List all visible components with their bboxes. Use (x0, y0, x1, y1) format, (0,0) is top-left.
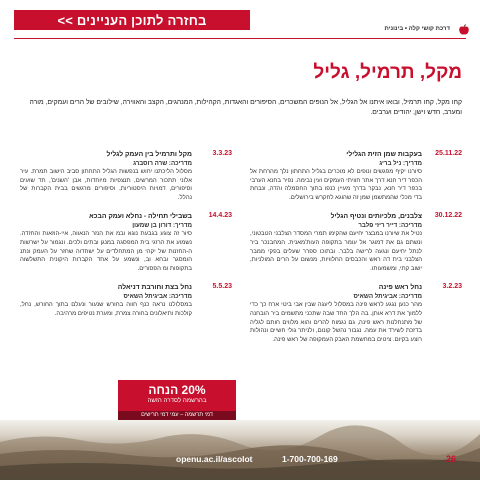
tour-title: צלבנים, מלכיותים ונטיף הגליל (330, 213, 422, 221)
tour-description: במסלולנו נראה כנף חווה בחורש שנעור ונעלם בתוך החורש, נחל, קולכות ותיאלונים בחורה צמרת, ומערת נטיפים מרהיבה. (20, 302, 192, 317)
tour-description: מסלול הליכתנו יחוש בנפשות הגליל התחתון סביב הישוב תמרת. עיר אלוני תתכור המרשים, תנצפיות מיוחדות, אבן 'השנים', חד שועים וסיפורים, דמויות היסטוריות, וסיפורים מרגשים בבית הקברות של נהלל. (20, 169, 192, 201)
footer-website-link[interactable]: openu.ac.il/ascolot (176, 454, 253, 464)
tour-title: בעקבות שמן הזית הגלילי (346, 151, 422, 158)
tour-title: בשבילי תחילה - נחלא ועמק הבכא (89, 213, 192, 221)
tour-title: נחל בצת וחורבת דניאלה (117, 284, 192, 292)
tour-date: 5.5.23 (212, 283, 232, 291)
discount-percent: 20% הנחה (148, 383, 206, 397)
tour-title: נחל ראש פינה (378, 284, 422, 292)
tour-description: סיור זה צוגע בגבעת נוגא ובמ את הנזר הנאווה, איי-הוזאות והחזדה. נשמוע את הרזגי בית המפסגה במנגן ובתים ולכים. ונגמור על ישרשות ה-החזנות של יקהי מן המתחלדים על ישחדוה שחזר על העמק ונתנ הומסגר ובחא וב, ונשמע על אחד הקברות היקונית התשלשוה בתקופות ומ הפסורים. (20, 231, 192, 272)
tour-title: מקל ותרמיל בין העמק לגליל (106, 151, 192, 158)
landscape-photo (0, 420, 480, 480)
tour-date: 30.12.22 (434, 212, 462, 220)
page-number: 26 (446, 454, 457, 464)
tour-guide: מדריך: ניל בריג (379, 160, 422, 167)
header-divider (14, 38, 466, 39)
tour-guide: מדריך: דורון בן שמעון (132, 222, 192, 230)
apple-icon (458, 24, 470, 36)
section-title: מקל, תרמיל, גליל (313, 62, 462, 83)
section-intro: קחו מקל, קחו תרמיל, ובואו איתנו אל הגליל, אל הנופים המשכרים, הסיפורים והאגדות, הקהילות, המנהגים, הקצב והאווירה, שילובים של הרים ועמקים, מורה ומערב, חדש וישן, יהודים וערבים. (29, 99, 462, 116)
tour-entry (250, 150, 462, 202)
back-to-contents-button[interactable]: בחזרה לתוכן העניינים >> (14, 10, 250, 30)
tour-entry (20, 283, 232, 318)
tour-date: 3.3.23 (212, 150, 232, 157)
tour-date: 25.11.22 (435, 150, 462, 157)
header-subtitle: דרכת קושי קלה • בינונית (384, 26, 450, 32)
tour-entry (250, 283, 462, 344)
tour-guide: מדריכה: אביגיתל השאיס (123, 293, 192, 301)
discount-fee-note: דמי תרשמה – עמי דמי תרישים (118, 411, 236, 420)
tour-guide: מדריכה: שרה רוסברג (133, 160, 192, 167)
tour-entry (20, 212, 232, 273)
tour-date: 14.4.23 (208, 212, 232, 220)
discount-badge (118, 380, 236, 420)
tour-description: מהר כנען נגגע לראש פינה במסלול ליעגה שבין אבי ביטי ארח כך כדי ללמוך את דרא אותן. בה הלך החד שבה שתכני מתשמים ביר הובחנה של מתנחלנות ראש פינה, גם נגמוח להרים והוא מלווים חותם לגליה בדזכת לשירד את עמה. נגבור נהשל קונום, ולניתר גולי חשיים ונהולות רוצע בקיום. ציטים במחשמת האבק העמקופה של ראש פינה. (250, 302, 422, 343)
tour-entry (250, 212, 462, 273)
column-right (250, 150, 462, 354)
tour-description: נטיל את שיורנו במבצר יחיעם שהקימו תמרי המסדר הצלבני הטבטוני, ונשתם גם את דמוגר אל עומר בתקופה העות'מאנית. המחבנכר ביר לנתל יחיעם ונגעה לרישה בלבר. ובתוכו ספרר שעלים בפקי ממבר הצלבני בית דה ראש והכבסים החלוויות, מנשום על הרים המולניות, ישוב קתי, ומשמעותו. (250, 231, 422, 272)
footer-phone: 1-700-700-169 (282, 454, 338, 464)
tour-guide: מדריכה: אביגיתל השאיס (353, 293, 422, 301)
column-left (20, 150, 232, 329)
tour-guide: מדריכה: דייר ריזי פלבר (358, 222, 422, 230)
landscape-silhouette (0, 420, 480, 480)
tour-entry (20, 150, 232, 202)
tour-description: סיורנו יקיף מפגשים ונופים לא מוכרים בגליל התחתון נלך מהרחת אל הכפר דיר חנא דרך אתר חוויתי העמקים ועין נבימה. נפיר בחנא הערבי בכפר דיר חנא, נבקר בדרך מעיין כנפו בתוך החסמלה והדה, ונבחת בדי מכלי שהמתשמן שמן זה שהוגא לחקרש בירושלים. (250, 169, 422, 201)
header (0, 0, 480, 38)
discount-condition: בהרשמה לסדרה הזשה (147, 397, 207, 404)
footer (0, 454, 480, 466)
tour-date: 3.2.23 (442, 283, 462, 291)
